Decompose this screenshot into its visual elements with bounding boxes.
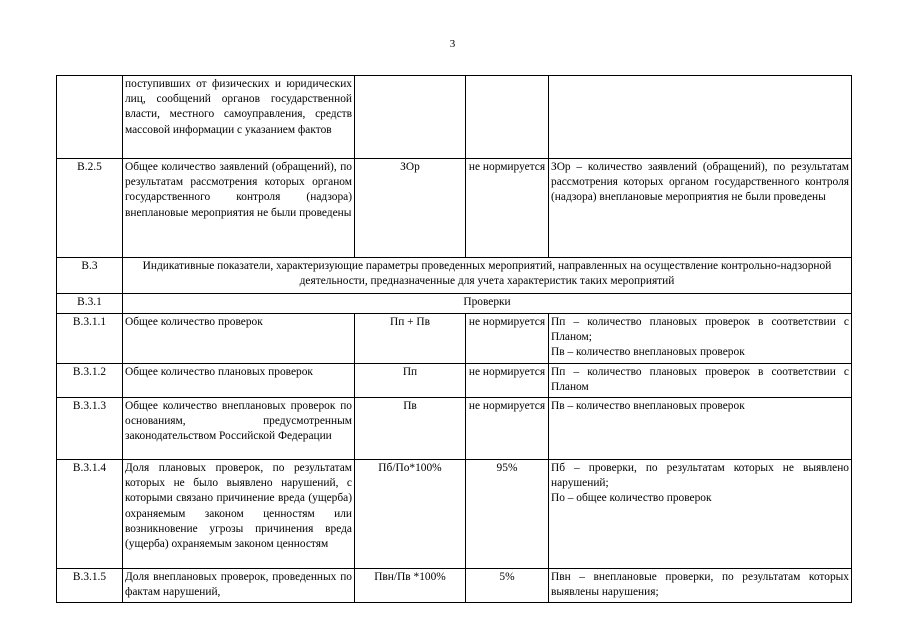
row-code: В.2.5	[57, 159, 123, 258]
row-norm: 95%	[466, 460, 549, 569]
row-code: В.3.1.2	[57, 363, 123, 397]
row-formula: Пп	[355, 363, 466, 397]
row-formula: Пп + Пв	[355, 314, 466, 364]
row-formula: Пв	[355, 398, 466, 460]
description-line: Пп – количество плановых проверок в соответствии с Планом;	[551, 316, 849, 344]
row-norm: не нормируется	[466, 398, 549, 460]
row-formula: Пб/По*100%	[355, 460, 466, 569]
row-name: Общее количество плановых проверок	[123, 363, 355, 397]
section-title: Индикативные показатели, характеризующие параметры проведенных мероприятий, направленных на осуществление контрольно-надзорной деятельности, предназначенные для учета характеристик таких мероприятий	[123, 258, 852, 294]
description-line: По – общее количество проверок	[551, 492, 712, 505]
row-description	[549, 76, 852, 159]
row-name: Общее количество заявлений (обращений), по результатам рассмотрения которых органом государственного контроля (надзора) внеплановые мероприятия не были проведены	[123, 159, 355, 258]
description-line: Пв – количество внеплановых проверок	[551, 346, 745, 359]
row-name: Общее количество внеплановых проверок по основаниям, предусмотренным законодательством Российской Федерации	[123, 398, 355, 460]
row-description: ЗОр – количество заявлений (обращений), по результатам рассмотрения которых органом государственного контроля (надзора) внеплановые мероприятия не были проведены	[549, 159, 852, 258]
row-name: Доля плановых проверок, по результатам которых не было выявлено нарушений, с которыми связано причинение вреда (ущерба) охраняемым законом ценностям или возникновение угрозы причинения вреда (ущерба) охраняемым законом ценностям	[123, 460, 355, 569]
table-row	[57, 460, 852, 569]
row-norm: 5%	[466, 569, 549, 603]
row-code	[57, 76, 123, 159]
table-row	[57, 363, 852, 397]
row-code: В.3.1.1	[57, 314, 123, 364]
row-description	[549, 460, 852, 569]
description-line: Пб – проверки, по результатам которых не выявлено нарушений;	[551, 462, 849, 490]
page-number: 3	[449, 38, 456, 50]
row-formula: ЗОр	[355, 159, 466, 258]
row-description	[549, 314, 852, 364]
row-description: Пв – количество внеплановых проверок	[549, 398, 852, 460]
section-row	[57, 294, 852, 314]
table-row	[57, 314, 852, 364]
section-title: Проверки	[123, 294, 852, 314]
row-code: В.3.1.5	[57, 569, 123, 603]
row-description: Пп – количество плановых проверок в соответствии с Планом	[549, 363, 852, 397]
row-code: В.3.1.4	[57, 460, 123, 569]
section-row	[57, 258, 852, 294]
row-formula	[355, 76, 466, 159]
row-norm	[466, 76, 549, 159]
section-code: В.3.1	[57, 294, 123, 314]
table-row	[57, 159, 852, 258]
row-description: Пвн – внеплановые проверки, по результатам которых выявлены нарушения;	[549, 569, 852, 603]
row-norm: не нормируется	[466, 314, 549, 364]
row-formula: Пвн/Пв *100%	[355, 569, 466, 603]
section-code: В.3	[57, 258, 123, 294]
row-name: Доля внеплановых проверок, проведенных по фактам нарушений,	[123, 569, 355, 603]
indicators-table	[56, 75, 852, 603]
table-row	[57, 398, 852, 460]
row-norm: не нормируется	[466, 363, 549, 397]
table-row	[57, 569, 852, 603]
table-row	[57, 76, 852, 159]
row-name: поступивших от физических и юридических лиц, сообщений органов государственной власти, местного самоуправления, средств массовой информации с указанием фактов	[123, 76, 355, 159]
row-name: Общее количество проверок	[123, 314, 355, 364]
row-code: В.3.1.3	[57, 398, 123, 460]
row-norm: не нормируется	[466, 159, 549, 258]
